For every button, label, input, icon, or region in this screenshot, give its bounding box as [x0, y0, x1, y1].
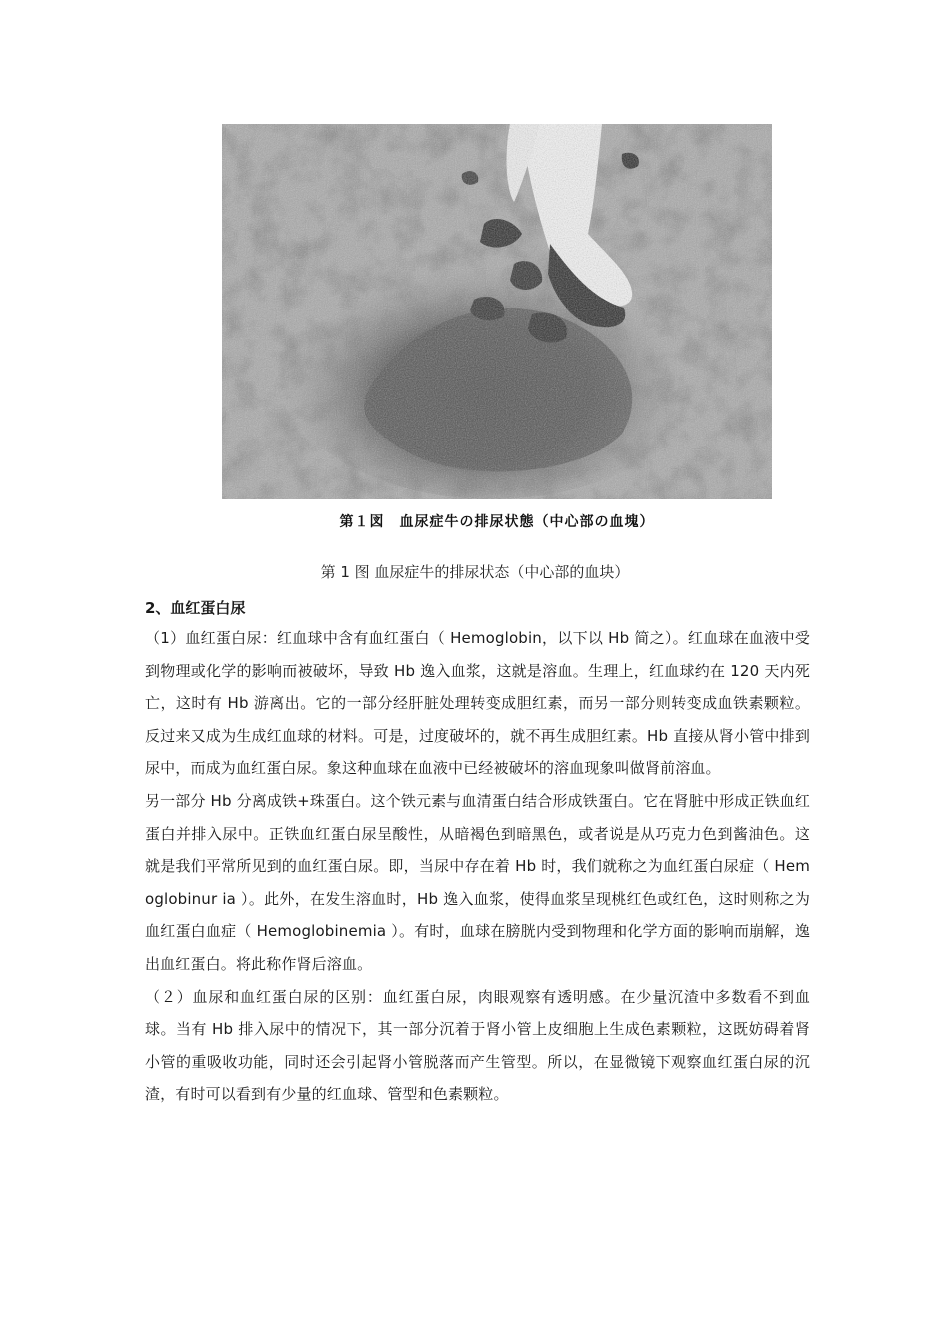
figure-photo — [222, 124, 772, 499]
cow-hoof-photo-icon — [222, 124, 772, 499]
section-heading: 2、血红蛋白尿 — [145, 599, 246, 617]
paragraph: （1）血红蛋白尿：红血球中含有血红蛋白（ Hemoglobin，以下以 Hb 简之）。红血球在血液中受到物理或化学的影响而被破坏，导致 Hb 逸入血浆，这就是溶血。生理上，红血球约在 120 天内死亡，这时有 Hb 游离出。它的一部分经肝脏处理转变成胆红素，而另一部分则转变成血铁素颗粒。反过来又成为生成红血球的材料。可是，过度破坏的，就不再生成胆红素。Hb 直接从肾小管中排到尿中，而成为血红蛋白尿。象这种血球在血液中已经被破坏的溶血现象叫做肾前溶血。 — [145, 629, 810, 778]
paragraph: 另一部分 Hb 分离成铁+珠蛋白。这个铁元素与血清蛋白结合形成铁蛋白。它在肾脏中形成正铁血红蛋白并排入尿中。正铁血红蛋白尿呈酸性，从暗褐色到暗黑色，或者说是从巧克力色到酱油色。这就是我们平常所见到的血红蛋白尿。即，当尿中存在着 Hb 时，我们就称之为血红蛋白尿症（ Hemoglobinur ia ）。此外，在发生溶血时，Hb 逸入血浆，使得血浆呈现桃红色或红色，这时则称之为血红蛋白血症（ Hemoglobinemia ）。有时，血球在膀胱内受到物理和化学方面的影响而崩解，逸出血红蛋白。将此称作肾后溶血。 — [145, 791, 810, 973]
figure-caption-chinese: 第 1 图 血尿症牛的排尿状态（中心部的血块） — [320, 563, 630, 581]
figure-caption-japanese: 第１図 血尿症牛の排尿状態（中心部の血塊） — [339, 514, 655, 530]
section-body — [145, 594, 810, 1111]
paragraph: （２）血尿和血红蛋白尿的区别：血红蛋白尿，肉眼观察有透明感。在少量沉渣中多数看不到血球。当有 Hb 排入尿中的情况下，其一部分沉着于肾小管上皮细胞上生成色素颗粒，这既妨碍着肾小管的重吸收功能，同时还会引起肾小管脱落而产生管型。所以，在显微镜下观察血红蛋白尿的沉渣，有时可以看到有少量的红血球、管型和色素颗粒。 — [145, 987, 810, 1104]
